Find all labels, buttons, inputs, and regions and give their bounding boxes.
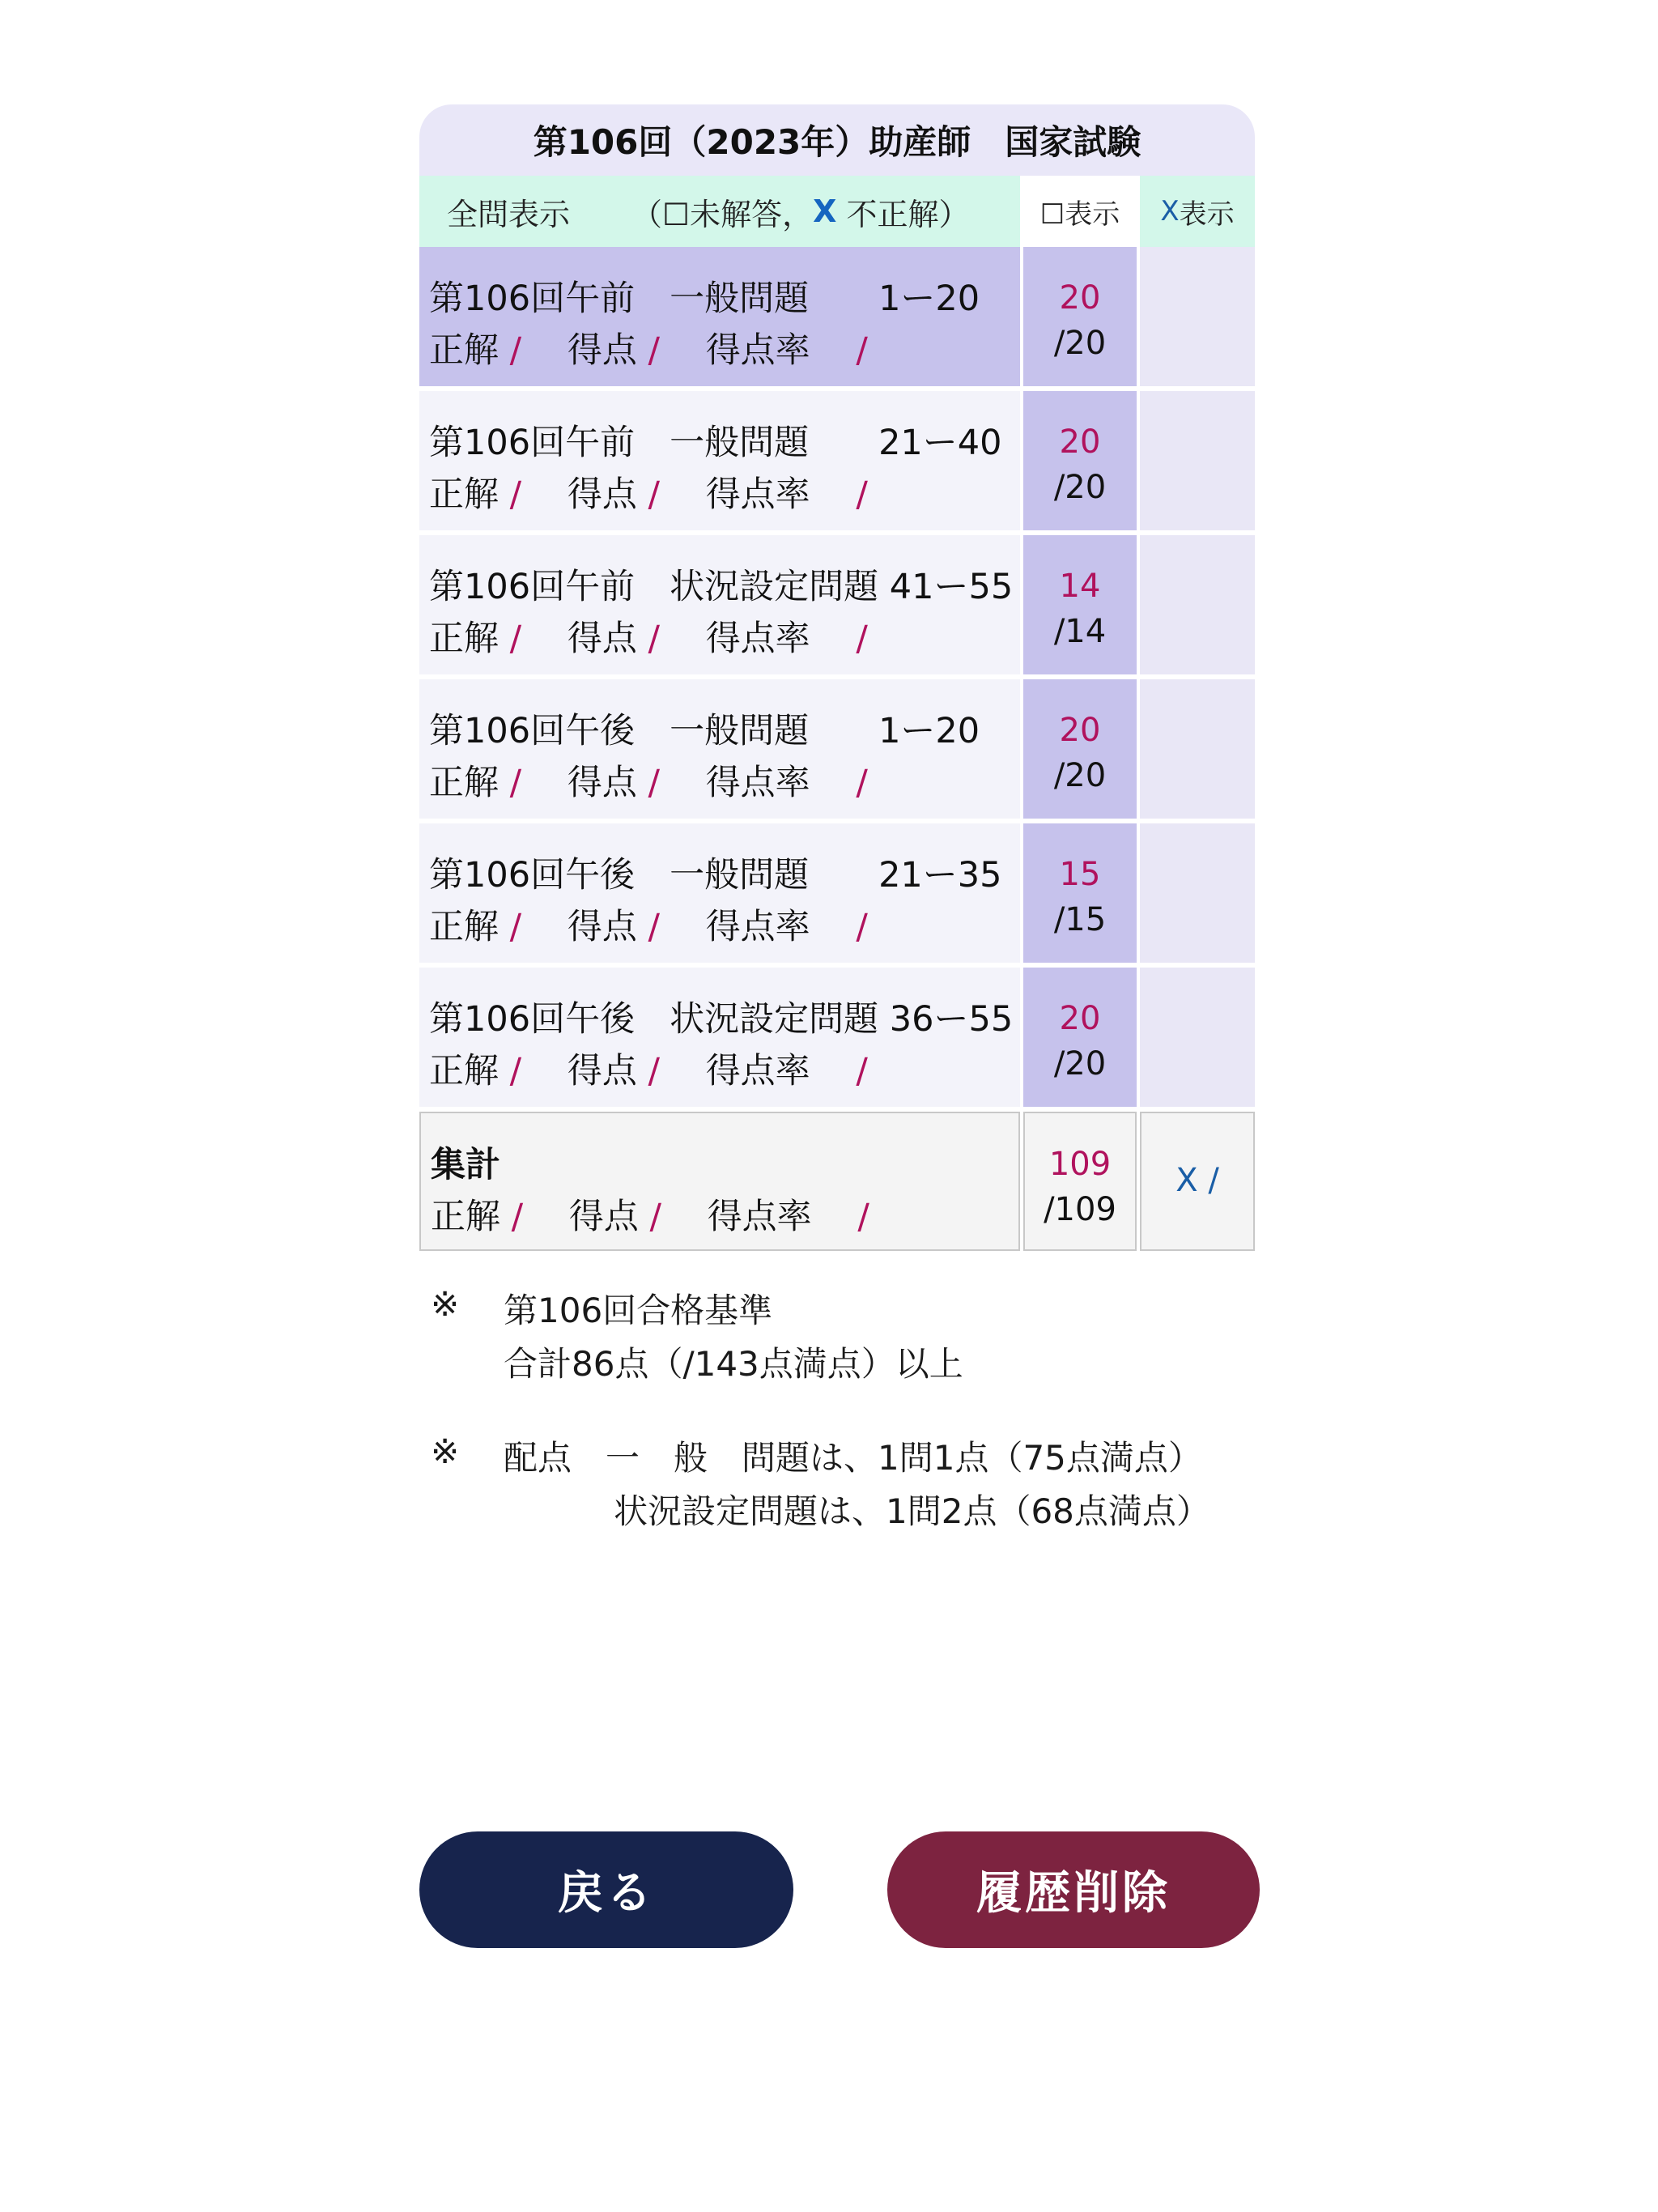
filter-row — [419, 176, 1255, 247]
question-total: /20 — [1053, 325, 1107, 362]
answered-count: 20 — [1059, 1000, 1101, 1037]
section-row[interactable] — [419, 247, 1255, 386]
show-wrong-button[interactable] — [1140, 176, 1255, 247]
answered-count: 20 — [1059, 423, 1101, 461]
summary-total: /109 — [1044, 1191, 1116, 1228]
answered-count: 14 — [1059, 568, 1101, 605]
section-stats: 正解 / 得点 / 得点率 / — [429, 619, 868, 659]
section-row[interactable] — [419, 679, 1255, 819]
summary-count-cell[interactable] — [1023, 1112, 1137, 1251]
points-line-1: 配点 一 般 問題は、1問1点（75点満点） — [504, 1438, 1202, 1478]
wrong-x-icon: X — [813, 194, 837, 229]
unanswered-count-cell[interactable] — [1023, 968, 1137, 1107]
points-line-2: 状況設定問題は、1問2点（68点満点） — [614, 1491, 1210, 1531]
section-cell[interactable] — [419, 535, 1020, 674]
section-stats: 正解 / 得点 / 得点率 / — [429, 1051, 868, 1091]
section-cell[interactable] — [419, 391, 1020, 530]
show-all-filter[interactable] — [419, 176, 1020, 247]
summary-answered: 109 — [1048, 1146, 1112, 1183]
summary-wrong: X / — [1175, 1162, 1219, 1199]
show-wrong-label: 表示 — [1179, 198, 1235, 231]
section-cell[interactable] — [419, 247, 1020, 386]
legend-close: ） — [938, 196, 970, 232]
question-total: /20 — [1053, 1045, 1107, 1083]
question-total: /20 — [1053, 469, 1107, 506]
question-total: /15 — [1053, 901, 1107, 938]
answered-count: 15 — [1059, 856, 1101, 893]
delete-history-button[interactable]: 履歴削除 — [887, 1831, 1260, 1948]
note-mark: ※ — [431, 1431, 460, 1471]
section-stats: 正解 / 得点 / 得点率 / — [429, 907, 868, 947]
section-title: 第106回午後 状況設定問題 36ー55 — [429, 999, 1014, 1040]
wrong-count-cell[interactable] — [1140, 391, 1255, 530]
wrong-x-icon: X — [1160, 195, 1180, 228]
unanswered-count-cell[interactable] — [1023, 247, 1137, 386]
wrong-count-cell[interactable] — [1140, 679, 1255, 819]
section-title: 第106回午前 状況設定問題 41ー55 — [429, 567, 1014, 607]
legend-blank: ☐未解答， — [662, 196, 814, 232]
legend-open: （ — [631, 196, 663, 232]
question-total: /20 — [1053, 757, 1107, 794]
summary-stats: 正解 / 得点 / 得点率 / — [431, 1197, 869, 1237]
back-button[interactable]: 戻る — [419, 1831, 793, 1948]
question-total: /14 — [1053, 613, 1107, 650]
note-mark: ※ — [431, 1284, 460, 1324]
summary-cell[interactable] — [419, 1112, 1020, 1251]
section-stats: 正解 / 得点 / 得点率 / — [429, 474, 868, 515]
unanswered-count-cell[interactable] — [1023, 535, 1137, 674]
summary-row[interactable] — [419, 1112, 1255, 1251]
section-title: 第106回午後 一般問題 21ー35 — [429, 855, 1002, 895]
section-cell[interactable] — [419, 679, 1020, 819]
legend-wrong: 不正解 — [836, 196, 939, 232]
answered-count: 20 — [1059, 712, 1101, 749]
wrong-count-cell[interactable] — [1140, 968, 1255, 1107]
pass-criteria-title: 第106回合格基準 — [504, 1291, 773, 1330]
unanswered-count-cell[interactable] — [1023, 679, 1137, 819]
section-title: 第106回午前 一般問題 1ー20 — [429, 279, 980, 319]
unanswered-count-cell[interactable] — [1023, 823, 1137, 963]
section-title: 第106回午前 一般問題 21ー40 — [429, 423, 1002, 463]
section-row[interactable] — [419, 968, 1255, 1107]
section-row[interactable] — [419, 391, 1255, 530]
show-unanswered-button[interactable]: ☐表示 — [1025, 176, 1135, 247]
pass-criteria-value: 合計86点（/143点満点）以上 — [504, 1344, 963, 1384]
section-stats: 正解 / 得点 / 得点率 / — [429, 763, 868, 803]
section-row[interactable] — [419, 823, 1255, 963]
wrong-count-cell[interactable] — [1140, 247, 1255, 386]
section-row[interactable] — [419, 535, 1255, 674]
section-cell[interactable] — [419, 968, 1020, 1107]
section-stats: 正解 / 得点 / 得点率 / — [429, 330, 868, 371]
wrong-count-cell[interactable] — [1140, 535, 1255, 674]
summary-label: 集計 — [431, 1145, 500, 1185]
section-title: 第106回午後 一般問題 1ー20 — [429, 711, 980, 751]
unanswered-count-cell[interactable] — [1023, 391, 1137, 530]
exam-history-panel — [419, 104, 1255, 247]
wrong-count-cell[interactable] — [1140, 823, 1255, 963]
exam-title: 第106回（2023年）助産師 国家試験 — [419, 104, 1255, 176]
show-all-label: 全問表示 — [447, 196, 571, 232]
answered-count: 20 — [1059, 279, 1101, 317]
summary-wrong-cell[interactable] — [1140, 1112, 1255, 1251]
section-cell[interactable] — [419, 823, 1020, 963]
